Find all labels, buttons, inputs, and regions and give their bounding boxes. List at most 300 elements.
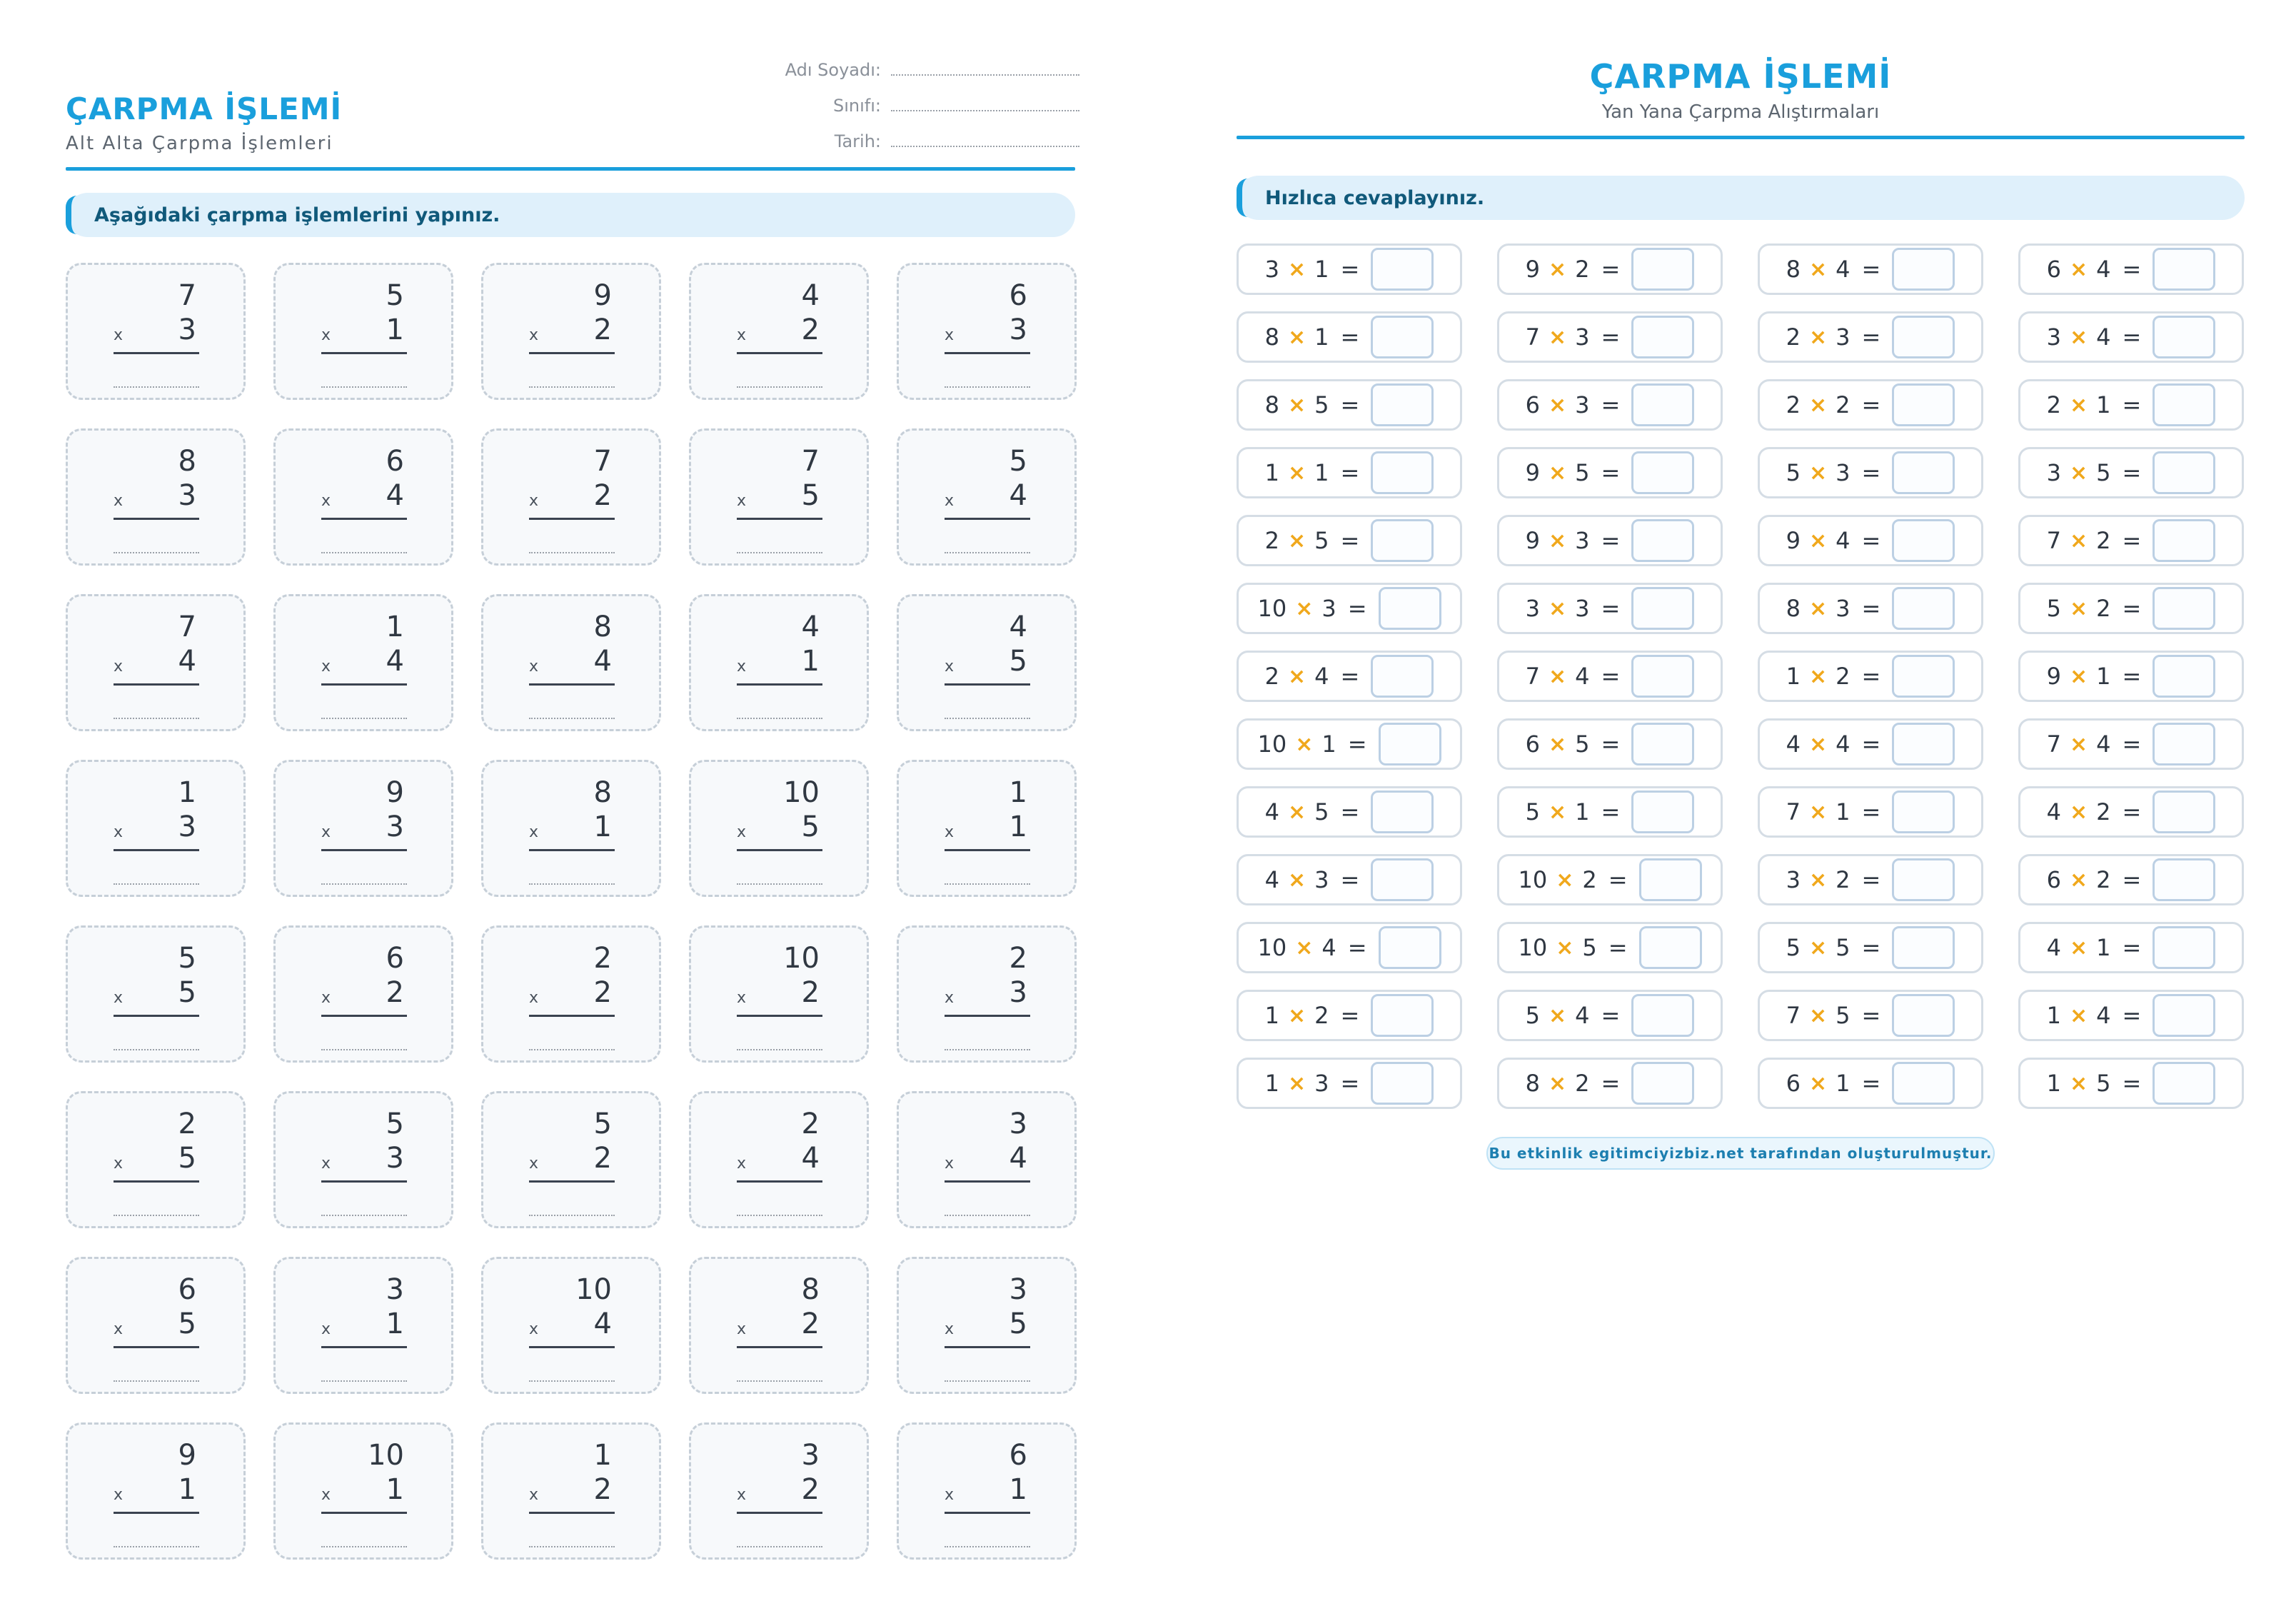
multiply-sign: ×: [1288, 256, 1306, 282]
answer-box[interactable]: [1892, 316, 1955, 358]
result-line: [114, 683, 199, 686]
equals-sign: =: [1861, 731, 1881, 758]
answer-box[interactable]: [1371, 248, 1434, 291]
factor-b: 5: [1836, 1002, 1851, 1029]
multiply-sign: x: [737, 326, 747, 344]
equals-sign: =: [1861, 459, 1881, 486]
right-instruction-bar: [1237, 176, 2245, 220]
multiplier: 2: [801, 1473, 820, 1506]
factor-b: 2: [2096, 866, 2111, 893]
answer-box[interactable]: [1892, 519, 1955, 562]
factor-a: 1: [1264, 1070, 1280, 1097]
horizontal-problem-card: [2018, 990, 2244, 1041]
right-instruction-text: Hızlıca cevaplayınız.: [1265, 186, 1485, 209]
equals-sign: =: [2122, 527, 2142, 554]
multiplier: 3: [1009, 976, 1027, 1009]
answer-box[interactable]: [1892, 791, 1955, 833]
result-line: [737, 352, 822, 354]
multiply-sign: x: [945, 823, 955, 841]
answer-blank[interactable]: [945, 718, 1030, 719]
answer-box[interactable]: [1371, 383, 1434, 426]
answer-box[interactable]: [1371, 858, 1434, 901]
factor-b: 1: [1314, 323, 1329, 351]
horizontal-problem-card: [1497, 718, 1723, 770]
multiply-sign: ×: [1549, 799, 1567, 825]
vertical-problem-card: [689, 428, 869, 566]
multiply-sign: ×: [1549, 731, 1567, 757]
factor-a: 9: [1525, 527, 1541, 554]
result-line: [945, 1015, 1030, 1017]
result-line: [945, 352, 1030, 354]
horizontal-problem-card: [1758, 786, 1983, 838]
multiplicand: 3: [386, 1273, 404, 1306]
factor-b: 4: [2096, 731, 2111, 758]
answer-blank[interactable]: [529, 1049, 615, 1050]
multiplier: 3: [1009, 313, 1027, 346]
answer-blank[interactable]: [529, 1215, 615, 1216]
multiplier: 1: [386, 1473, 404, 1506]
factor-b: 5: [1314, 391, 1329, 418]
answer-box[interactable]: [1892, 451, 1955, 494]
factor-a: 2: [1264, 527, 1280, 554]
equals-sign: =: [2122, 391, 2142, 418]
result-line: [114, 1346, 199, 1348]
class-field[interactable]: [722, 93, 1079, 129]
multiply-sign: ×: [2070, 460, 2088, 486]
answer-blank[interactable]: [321, 1546, 407, 1547]
equals-sign: =: [1601, 1070, 1621, 1097]
multiplier: 1: [1009, 810, 1027, 843]
multiplier: 4: [1009, 1142, 1027, 1175]
equals-sign: =: [1861, 866, 1881, 893]
factor-b: 4: [1314, 663, 1329, 690]
multiply-sign: ×: [1549, 460, 1567, 486]
name-line[interactable]: [891, 57, 1079, 76]
multiplicand: 6: [1009, 1439, 1027, 1472]
student-info-fields: [722, 57, 1079, 164]
horizontal-problem-card: [1237, 244, 1462, 295]
multiply-sign: ×: [1288, 324, 1306, 350]
answer-box[interactable]: [1892, 858, 1955, 901]
multiply-sign: ×: [1809, 663, 1828, 689]
multiplicand: 2: [593, 942, 612, 975]
vertical-problem-card: [897, 428, 1077, 566]
horizontal-problem-card: [1758, 447, 1983, 498]
multiplier: 5: [178, 1142, 196, 1175]
vertical-problem-card: [273, 1257, 453, 1394]
factor-a: 4: [1264, 866, 1280, 893]
result-line: [321, 1512, 407, 1514]
horizontal-problem-grid: [1237, 244, 2244, 1109]
factor-b: 5: [2096, 1070, 2111, 1097]
left-instruction-bar: [66, 193, 1075, 237]
answer-box[interactable]: [1631, 519, 1694, 562]
multiplier: 2: [801, 1308, 820, 1340]
multiplier: 1: [1009, 1473, 1027, 1506]
equals-sign: =: [1608, 934, 1628, 961]
answer-box[interactable]: [1371, 791, 1434, 833]
factor-a: 2: [2046, 391, 2062, 418]
answer-blank[interactable]: [529, 883, 615, 885]
multiply-sign: x: [945, 1486, 955, 1504]
answer-blank[interactable]: [114, 1049, 199, 1050]
equals-sign: =: [2122, 934, 2142, 961]
answer-blank[interactable]: [737, 1049, 822, 1050]
multiplicand: 4: [801, 279, 820, 312]
factor-a: 6: [1525, 391, 1541, 418]
equals-sign: =: [2122, 323, 2142, 351]
answer-blank[interactable]: [114, 1546, 199, 1547]
equals-sign: =: [1861, 595, 1881, 622]
answer-box[interactable]: [1631, 723, 1694, 766]
equals-sign: =: [1601, 595, 1621, 622]
answer-blank[interactable]: [114, 1380, 199, 1382]
factor-b: 4: [2096, 323, 2111, 351]
name-field[interactable]: [722, 57, 1079, 93]
multiplier: 5: [178, 976, 196, 1009]
result-line: [737, 1346, 822, 1348]
answer-blank[interactable]: [737, 883, 822, 885]
answer-box[interactable]: [1371, 519, 1434, 562]
answer-blank[interactable]: [737, 718, 822, 719]
result-line: [945, 1180, 1030, 1183]
answer-box[interactable]: [2152, 248, 2215, 291]
answer-box[interactable]: [1379, 926, 1441, 969]
multiply-sign: x: [945, 658, 955, 676]
factor-b: 2: [1836, 866, 1851, 893]
answer-blank[interactable]: [737, 1380, 822, 1382]
factor-b: 1: [1836, 1070, 1851, 1097]
vertical-problem-card: [897, 1422, 1077, 1560]
horizontal-problem-card: [1758, 854, 1983, 905]
vertical-problem-card: [66, 594, 246, 731]
factor-b: 3: [1321, 595, 1336, 622]
vertical-problem-card: [66, 263, 246, 400]
answer-box[interactable]: [1639, 858, 1702, 901]
answer-box[interactable]: [1892, 994, 1955, 1037]
date-line[interactable]: [891, 129, 1079, 147]
factor-b: 2: [2096, 595, 2111, 622]
answer-blank[interactable]: [114, 386, 199, 388]
answer-box[interactable]: [1379, 587, 1441, 630]
multiply-sign: ×: [1809, 799, 1828, 825]
multiply-sign: x: [529, 1155, 539, 1173]
multiplicand: 5: [593, 1108, 612, 1140]
answer-box[interactable]: [2152, 791, 2215, 833]
multiplicand: 2: [801, 1108, 820, 1140]
multiply-sign: x: [737, 989, 747, 1007]
answer-blank[interactable]: [945, 386, 1030, 388]
answer-box[interactable]: [1371, 1062, 1434, 1105]
multiplicand: 3: [801, 1439, 820, 1472]
answer-box[interactable]: [1631, 248, 1694, 291]
answer-blank[interactable]: [737, 552, 822, 553]
multiply-sign: ×: [1809, 528, 1828, 553]
vertical-problem-card: [689, 760, 869, 897]
multiply-sign: x: [529, 658, 539, 676]
factor-a: 8: [1264, 323, 1280, 351]
answer-blank[interactable]: [114, 552, 199, 553]
horizontal-problem-card: [1237, 922, 1462, 973]
multiply-sign: ×: [1809, 256, 1828, 282]
answer-box[interactable]: [2152, 383, 2215, 426]
horizontal-problem-card: [1758, 651, 1983, 702]
multiplicand: 5: [386, 1108, 404, 1140]
answer-blank[interactable]: [737, 1215, 822, 1216]
result-line: [114, 1180, 199, 1183]
answer-blank[interactable]: [945, 552, 1030, 553]
factor-a: 3: [2046, 323, 2062, 351]
answer-box[interactable]: [2152, 926, 2215, 969]
multiply-sign: ×: [1549, 528, 1567, 553]
factor-a: 6: [2046, 256, 2062, 283]
factor-b: 5: [1582, 934, 1597, 961]
answer-box[interactable]: [1639, 926, 1702, 969]
vertical-problem-card: [897, 760, 1077, 897]
vertical-problem-card: [481, 1091, 661, 1228]
multiplier: 4: [386, 479, 404, 512]
multiply-sign: ×: [1549, 256, 1567, 282]
horizontal-problem-card: [1497, 244, 1723, 295]
factor-a: 10: [1257, 934, 1287, 961]
result-line: [321, 518, 407, 520]
answer-box[interactable]: [1631, 791, 1694, 833]
answer-box[interactable]: [2152, 451, 2215, 494]
answer-box[interactable]: [2152, 316, 2215, 358]
vertical-problem-card: [273, 263, 453, 400]
answer-blank[interactable]: [945, 1546, 1030, 1547]
multiply-sign: x: [945, 989, 955, 1007]
factor-a: 9: [2046, 663, 2062, 690]
result-line: [945, 1346, 1030, 1348]
horizontal-problem-card: [1758, 311, 1983, 363]
vertical-problem-card: [481, 428, 661, 566]
factor-a: 2: [1786, 391, 1801, 418]
multiplicand: 7: [178, 611, 196, 643]
multiply-sign: x: [321, 1486, 331, 1504]
answer-box[interactable]: [1631, 383, 1694, 426]
answer-blank[interactable]: [945, 1049, 1030, 1050]
multiply-sign: x: [114, 989, 124, 1007]
answer-blank[interactable]: [321, 1215, 407, 1216]
multiplicand: 7: [178, 279, 196, 312]
answer-box[interactable]: [1379, 723, 1441, 766]
equals-sign: =: [1347, 595, 1367, 622]
multiply-sign: ×: [1549, 324, 1567, 350]
multiply-sign: x: [321, 1155, 331, 1173]
factor-b: 2: [1836, 391, 1851, 418]
answer-box[interactable]: [1892, 383, 1955, 426]
equals-sign: =: [1601, 1002, 1621, 1029]
answer-box[interactable]: [1371, 994, 1434, 1037]
multiply-sign: x: [321, 326, 331, 344]
multiply-sign: ×: [2070, 731, 2088, 757]
answer-box[interactable]: [2152, 587, 2215, 630]
answer-box[interactable]: [1892, 926, 1955, 969]
vertical-problem-card: [689, 263, 869, 400]
answer-box[interactable]: [1892, 723, 1955, 766]
date-label: Tarih:: [834, 131, 881, 151]
answer-box[interactable]: [2152, 723, 2215, 766]
horizontal-problem-card: [1497, 583, 1723, 634]
answer-blank[interactable]: [321, 386, 407, 388]
factor-a: 5: [1786, 934, 1801, 961]
factor-a: 5: [1786, 459, 1801, 486]
equals-sign: =: [2122, 663, 2142, 690]
multiply-sign: ×: [1288, 1070, 1306, 1096]
answer-box[interactable]: [1631, 1062, 1694, 1105]
result-line: [529, 683, 615, 686]
answer-box[interactable]: [1892, 655, 1955, 698]
multiply-sign: x: [114, 823, 124, 841]
factor-b: 4: [1836, 527, 1851, 554]
multiplier: 5: [1009, 1308, 1027, 1340]
multiplicand: 10: [368, 1439, 404, 1472]
factor-a: 2: [1264, 663, 1280, 690]
factor-b: 1: [2096, 934, 2111, 961]
multiplicand: 9: [593, 279, 612, 312]
equals-sign: =: [1340, 866, 1360, 893]
result-line: [114, 518, 199, 520]
answer-blank[interactable]: [114, 1215, 199, 1216]
vertical-problem-card: [66, 925, 246, 1063]
multiply-sign: ×: [1288, 392, 1306, 418]
multiply-sign: ×: [2070, 935, 2088, 960]
answer-box[interactable]: [1892, 587, 1955, 630]
answer-box[interactable]: [2152, 1062, 2215, 1105]
answer-box[interactable]: [2152, 858, 2215, 901]
answer-blank[interactable]: [321, 1049, 407, 1050]
left-instruction-text: Aşağıdaki çarpma işlemlerini yapınız.: [94, 204, 500, 226]
result-line: [737, 1512, 822, 1514]
factor-a: 7: [1525, 323, 1541, 351]
equals-sign: =: [1601, 527, 1621, 554]
answer-blank[interactable]: [737, 1546, 822, 1547]
answer-box[interactable]: [2152, 655, 2215, 698]
answer-blank[interactable]: [321, 552, 407, 553]
multiplier: 5: [801, 479, 820, 512]
horizontal-problem-card: [1497, 447, 1723, 498]
answer-box[interactable]: [1631, 316, 1694, 358]
factor-a: 4: [1786, 731, 1801, 758]
footer-badge: [1486, 1137, 1995, 1170]
answer-blank[interactable]: [945, 883, 1030, 885]
multiply-sign: x: [945, 1155, 955, 1173]
factor-a: 6: [1786, 1070, 1801, 1097]
class-line[interactable]: [891, 93, 1079, 111]
multiply-sign: ×: [1809, 731, 1828, 757]
result-line: [321, 352, 407, 354]
multiplier: 3: [386, 1142, 404, 1175]
result-line: [737, 1015, 822, 1017]
answer-blank[interactable]: [114, 883, 199, 885]
answer-blank[interactable]: [945, 1380, 1030, 1382]
multiply-sign: x: [529, 326, 539, 344]
answer-blank[interactable]: [529, 1380, 615, 1382]
multiplicand: 8: [178, 445, 196, 478]
factor-a: 8: [1786, 595, 1801, 622]
answer-blank[interactable]: [529, 1546, 615, 1547]
answer-blank[interactable]: [114, 718, 199, 719]
answer-blank[interactable]: [321, 718, 407, 719]
name-label: Adı Soyadı:: [785, 60, 881, 80]
factor-b: 1: [1314, 459, 1329, 486]
multiplicand: 5: [1009, 445, 1027, 478]
answer-blank[interactable]: [737, 386, 822, 388]
factor-b: 3: [1575, 391, 1590, 418]
factor-a: 1: [2046, 1070, 2062, 1097]
equals-sign: =: [2122, 256, 2142, 283]
result-line: [945, 849, 1030, 851]
multiplier: 5: [1009, 645, 1027, 678]
answer-blank[interactable]: [529, 718, 615, 719]
vertical-problem-card: [481, 594, 661, 731]
multiply-sign: ×: [1809, 324, 1828, 350]
factor-b: 3: [1575, 323, 1590, 351]
factor-a: 5: [2046, 595, 2062, 622]
vertical-problem-card: [481, 925, 661, 1063]
factor-b: 2: [2096, 798, 2111, 825]
equals-sign: =: [1601, 731, 1621, 758]
answer-box[interactable]: [1371, 451, 1434, 494]
multiply-sign: ×: [1288, 528, 1306, 553]
factor-a: 9: [1525, 459, 1541, 486]
vertical-problem-card: [273, 428, 453, 566]
factor-a: 7: [2046, 527, 2062, 554]
result-line: [529, 518, 615, 520]
answer-box[interactable]: [1371, 316, 1434, 358]
result-line: [737, 518, 822, 520]
factor-b: 1: [1575, 798, 1590, 825]
answer-box[interactable]: [1892, 248, 1955, 291]
answer-box[interactable]: [1371, 655, 1434, 698]
answer-blank[interactable]: [529, 552, 615, 553]
equals-sign: =: [1861, 323, 1881, 351]
answer-box[interactable]: [1631, 655, 1694, 698]
answer-box[interactable]: [1631, 587, 1694, 630]
result-line: [321, 849, 407, 851]
answer-blank[interactable]: [945, 1215, 1030, 1216]
multiply-sign: x: [321, 823, 331, 841]
multiplier: 1: [593, 810, 612, 843]
answer-box[interactable]: [2152, 994, 2215, 1037]
factor-a: 10: [1518, 934, 1548, 961]
answer-box[interactable]: [1892, 1062, 1955, 1105]
date-field[interactable]: [722, 129, 1079, 164]
answer-box[interactable]: [1631, 994, 1694, 1037]
multiplicand: 2: [1009, 942, 1027, 975]
multiplier: 4: [386, 645, 404, 678]
equals-sign: =: [2122, 731, 2142, 758]
equals-sign: =: [1601, 663, 1621, 690]
result-line: [321, 1346, 407, 1348]
answer-blank[interactable]: [529, 386, 615, 388]
multiply-sign: ×: [2070, 1070, 2088, 1096]
answer-box[interactable]: [1631, 451, 1694, 494]
answer-blank[interactable]: [321, 883, 407, 885]
result-line: [321, 1015, 407, 1017]
multiply-sign: ×: [1549, 1070, 1567, 1096]
horizontal-problem-card: [1237, 854, 1462, 905]
factor-a: 8: [1525, 1070, 1541, 1097]
answer-box[interactable]: [2152, 519, 2215, 562]
horizontal-problem-card: [1497, 990, 1723, 1041]
multiply-sign: ×: [1809, 1070, 1828, 1096]
multiply-sign: x: [321, 658, 331, 676]
multiply-sign: ×: [1549, 596, 1567, 621]
answer-blank[interactable]: [321, 1380, 407, 1382]
multiply-sign: ×: [1809, 596, 1828, 621]
